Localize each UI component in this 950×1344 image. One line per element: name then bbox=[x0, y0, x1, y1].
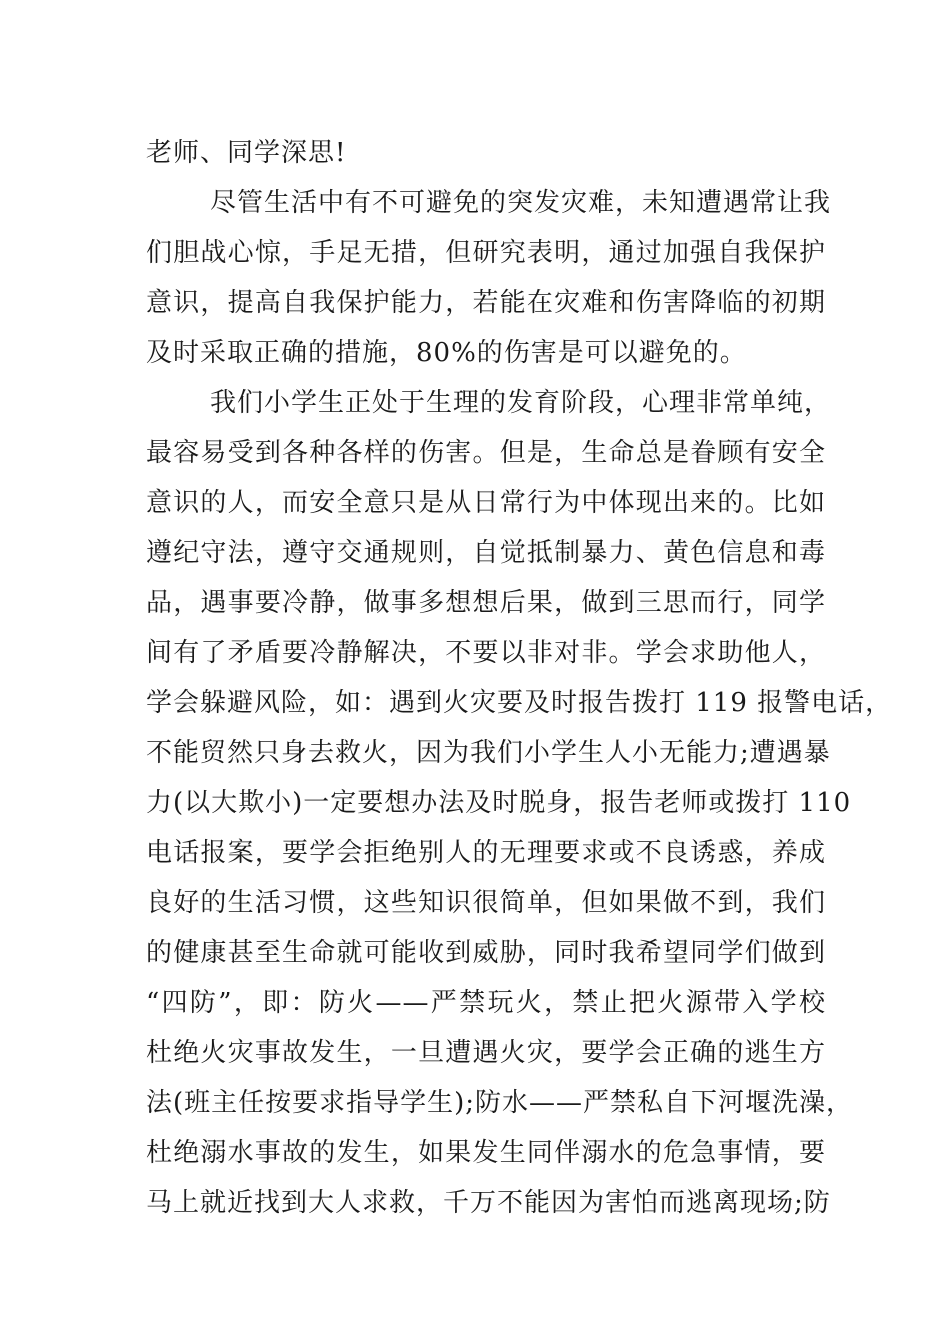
body-text bbox=[146, 128, 893, 1228]
text-line: 品，遇事要冷静，做事多想想后果，做到三思而行，同学 bbox=[146, 588, 826, 618]
text-line: 不能贸然只身去救火，因为我们小学生人小无能力;遭遇暴 bbox=[146, 738, 831, 768]
text-line: 杜绝溺水事故的发生，如果发生同伴溺水的危急事情，要 bbox=[146, 1138, 826, 1168]
text-line: 间有了矛盾要冷静解决，不要以非对非。学会求助他人， bbox=[146, 638, 826, 668]
text-line: 马上就近找到大人求救，千万不能因为害怕而逃离现场;防 bbox=[146, 1188, 831, 1218]
text-line: 意识，提高自我保护能力，若能在灾难和伤害降临的初期 bbox=[146, 288, 826, 318]
text-line: 我们小学生正处于生理的发育阶段，心理非常单纯， bbox=[210, 388, 832, 418]
text-line: 遵纪守法，遵守交通规则，自觉抵制暴力、黄色信息和毒 bbox=[146, 538, 826, 568]
text-line: 及时采取正确的措施，80%的伤害是可以避免的。 bbox=[146, 338, 747, 368]
text-line: 学会躲避风险，如：遇到火灾要及时报告拨打 119 报警电话， bbox=[146, 688, 893, 718]
text-line: 电话报案，要学会拒绝别人的无理要求或不良诱惑，养成 bbox=[146, 838, 826, 868]
text-line: 力(以大欺小)一定要想办法及时脱身，报告老师或拨打 110 bbox=[146, 788, 852, 818]
text-line: “四防”，即：防火——严禁玩火，禁止把火源带入学校 bbox=[146, 988, 826, 1018]
text-line: 的健康甚至生命就可能收到威胁，同时我希望同学们做到 bbox=[146, 938, 826, 968]
text-line: 最容易受到各种各样的伤害。但是，生命总是眷顾有安全 bbox=[146, 438, 826, 468]
text-line: 杜绝火灾事故发生，一旦遭遇火灾，要学会正确的逃生方 bbox=[146, 1038, 826, 1068]
text-line: 良好的生活习惯，这些知识很简单，但如果做不到，我们 bbox=[146, 888, 826, 918]
text-line: 法(班主任按要求指导学生);防水——严禁私自下河堰洗澡， bbox=[146, 1088, 854, 1118]
text-line: 们胆战心惊，手足无措，但研究表明，通过加强自我保护 bbox=[146, 238, 826, 268]
text-line: 尽管生活中有不可避免的突发灾难，未知遭遇常让我 bbox=[210, 188, 832, 218]
text-line: 意识的人，而安全意只是从日常行为中体现出来的。比如 bbox=[146, 488, 826, 518]
text-line: 老师、同学深思! bbox=[146, 138, 347, 168]
